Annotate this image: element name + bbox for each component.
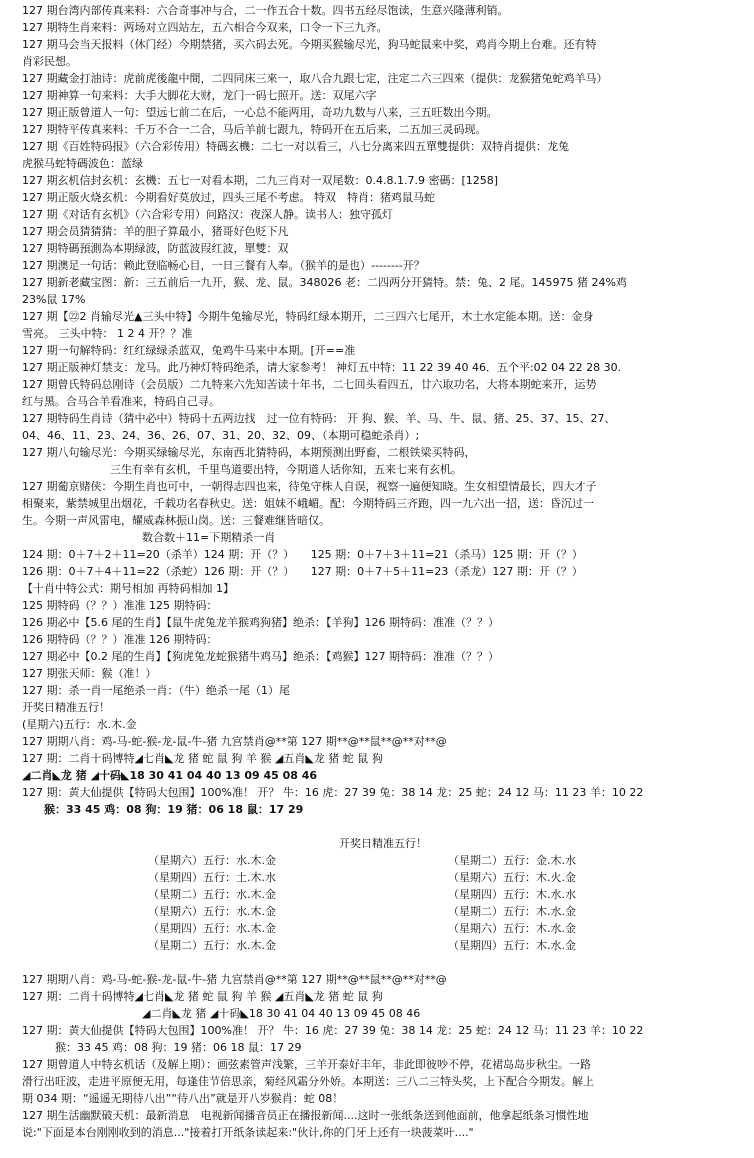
tip-line: 127 期澳足一句话：赖此登临畅心目，一日三餐有人奉。（猴羊的是也）--------开？ xyxy=(22,259,425,272)
tip-line: 雪亮。 三头中特： 1 2 4 开？？准 xyxy=(22,327,193,340)
tip-line: 127 期正版火烧玄机：今期看好莫放过，四头三尾不考虑。 特双 特肖：猪鸡鼠马蛇 xyxy=(22,191,435,204)
wuxing-right: （星期六）五行：木.火.金 xyxy=(448,871,576,884)
wuxing-left: （星期六）五行：水.木.金 xyxy=(148,905,276,918)
tip-line: 猴：33 45 鸡：08 狗：19 猪：06 18 鼠：17 29 xyxy=(22,1041,302,1054)
wuxing-right: （星期四）五行：木.水.金 xyxy=(448,939,576,952)
tip-line: 127 期特码生肖诗（猜中必中）特码十五两边找 过一位有特码： 开 狗、猴、羊、马、牛、鼠、猪、25、37、15、27、 xyxy=(22,412,616,425)
tip-line: 红与黑。合马合羊看准来，特码自己寻。 xyxy=(22,395,220,408)
tip-line: 127 期特平传真来料：千万不合一二合，马后羊前七跟九，特码开在五后来，二五加三灵码现。 xyxy=(22,123,487,136)
tip-line: 125 期特码（？？）准准 125 期特码： xyxy=(22,599,218,612)
wuxing-left: （星期二）五行：水.木.金 xyxy=(148,939,276,952)
tip-line: 127 期八句输尽光：今期买绿输尽光，东南西北猜特码，本期预测出野畜，二根铁梁买特码， xyxy=(22,446,476,459)
tip-line: 【十肖中特公式：期号相加 再特码相加 1】 xyxy=(22,582,234,595)
wuxing-row xyxy=(22,852,744,869)
tip-line: 127 期特生肖来料：两场对立四站左，五六相合今双来，口令一下三九齐。 xyxy=(22,21,388,34)
wuxing-row xyxy=(22,954,744,971)
tip-line: 127 期藏金打油诗：虎前虎後龍中間，二四同床三來一，取八合九跟七定，注定二六三四來（提供：龙猴猪兔蛇鸡羊马） xyxy=(22,72,608,85)
tip-line: 127 期曾氏特码总刚诗（会员版）二九特来六先知苦读十年书，二七回头看四五，廿六取功名，大将本期蛇来开，运势 xyxy=(22,378,597,391)
tip-line: 127 期期八肖：鸡-马-蛇-猴-龙-鼠-牛-猪 九宫禁肖@**第 127 期**@**鼠**@**对**@ xyxy=(22,735,447,748)
tip-line: 数合数＋11=下期精杀一肖 xyxy=(142,531,276,544)
tip-line: 127 期葡京赌侠：今期生肖也可中，一朝得志四也来，待兔守株人自误，视察一遍便知晓。生女相望情最长，四大才子 xyxy=(22,480,597,493)
tip-line: 127 期：二肖十码博特◢七肖◣龙 猪 蛇 鼠 狗 羊 猴 ◢五肖◣龙 猪 蛇 鼠 狗 xyxy=(22,990,383,1003)
wuxing-left: （星期四）五行：土.木.水 xyxy=(148,871,276,884)
wuxing-right: （星期六）五行：木.水.金 xyxy=(448,922,576,935)
tip-line: 127 期张天师：猴（准！） xyxy=(22,667,157,680)
tip-line: 127 期神算一句来料：大手大脚花大财，龙门一码七照开。送：双尾六字 xyxy=(22,89,377,102)
tip-line: 127 期台湾内部传真来料：六合奇事冲与合，二一作五合十数。四书五经尽饱读，生意兴隆薄利销。 xyxy=(22,4,509,17)
tip-line: 127 期必中【0.2 尾的生肖】【狗虎兔龙蛇猴猪牛鸡马】绝杀：【鸡猴】127 期特码：准准（？？） xyxy=(22,650,499,663)
tip-line: ◢二肖◣龙 猪 ◢十码◣18 30 41 04 40 13 09 45 08 46 xyxy=(22,769,318,782)
wuxing-right: （星期四）五行：木.水.水 xyxy=(448,888,576,901)
tip-line: 127 期：二肖十码博特◢七肖◣龙 猪 蛇 鼠 狗 羊 猴 ◢五肖◣龙 猪 蛇 鼠 狗 xyxy=(22,752,383,765)
tip-line: 127 期特碼預測為本期绿波，防蓝波叚红波，單雙：双 xyxy=(22,242,289,255)
tip-line: ◢二肖◣龙 猪 ◢十码◣18 30 41 04 40 13 09 45 08 46 xyxy=(142,1007,421,1020)
tip-line: 生。今期一声风雷电，耀威森林振山岗。送：三餐难继皆暗仅。 xyxy=(22,514,330,527)
tip-line: 126 期必中【5.6 尾的生肖】【鼠牛虎兔龙羊猴鸡狗猪】绝杀：【羊狗】126 期特码：准准（？？） xyxy=(22,616,499,629)
tip-line: (星期六)五行：水.木.金 xyxy=(22,718,137,731)
tip-line: 127 期曾道人中特玄机话（及解上期）：画弦素管声浅繁，三羊开泰好丰年，非此即彼吵不停，花裙岛岛步秋尘。一路 xyxy=(22,1058,591,1071)
tip-line: 127 期正版曾道人一句：望远七前二在后，一心总不能两用，奇功九数与八来，三五旺数出今期。 xyxy=(22,106,498,119)
wuxing-right: （星期二）五行：木.水.金 xyxy=(448,905,576,918)
tip-line: 虎猴马蛇特碼波色：蓝绿 xyxy=(22,157,143,170)
wuxing-row xyxy=(22,903,744,920)
wuxing-title: 开奖日精准五行！ xyxy=(339,837,427,850)
tip-line: 滑行出旺波，走进平原便无用，每逢佳节倍思亲，菊经风霜分外娇。本期送：三八二三特头奖，上下配合今期发。解上 xyxy=(22,1075,594,1088)
tip-line: 127 期一句解特码：红红绿绿杀蓝双，兔鸡牛马来中本期。[开==准 xyxy=(22,344,356,357)
tip-line: 127 期《百姓特码报》（六合彩传用）特碼玄機：二七一对以看三，八七分离来四五單雙提供：双特肖提供：龙兔 xyxy=(22,140,569,153)
tip-line: 相聚来，紫禁城里出烟花，千载功名春秋史。送：姐妹不峨嵋。配：今期特码三齐跑，四一九六出一招，送：昏沉过一 xyxy=(22,497,594,510)
wuxing-left: （星期六）五行：水.木.金 xyxy=(148,854,276,867)
tip-line: 127 期新老藏宝图：新：三五前后一九开，猴、龙、鼠。348026 老：二四两分开猜特。禁：兔、2 尾。145975 猪 24%鸡 xyxy=(22,276,627,289)
wuxing-row xyxy=(22,937,744,954)
tip-line: 127 期：黄大仙提供【特码大包围】100%准！ 开？ 牛：16 虎：27 39 兔：38 14 龙：25 蛇：24 12 马：11 23 羊：10 22 xyxy=(22,1024,644,1037)
wuxing-right: （星期二）五行：金.木.水 xyxy=(448,854,576,867)
tip-line: 127 期会员猜猜猜：羊的胆子算最小，猪哥好色贬下凡 xyxy=(22,225,289,238)
tip-line: 127 期【㉒2 肖输尽光▲三头中特】今期牛兔输尽光，特码红绿本期开，二三四六七尾开，木土水定能本期。送：金身 xyxy=(22,310,594,323)
tip-line: 127 期：杀一肖一尾绝杀一肖：（牛）绝杀一尾（1）尾 xyxy=(22,684,290,697)
tip-line: 期 034 期：“遥遥无期待八出”“待八出”就是开八岁猴肖：蛇 08！ xyxy=(22,1092,344,1105)
tip-line: 04、46、11、23、24、36、26、07、31、20、32、09、（本期可稳蛇杀肖）; xyxy=(22,429,420,442)
tip-line xyxy=(22,1141,744,1158)
tip-line: 126 期：0＋7＋4＋11=22（杀蛇）126 期：开（？） 127 期：0＋7＋5＋11=23（杀龙）127 期：开（？） xyxy=(22,565,583,578)
tip-line: 三生有幸有玄机，千里鸟道要出特，今期道人话你知，五来七来有玄机。 xyxy=(22,463,462,476)
tip-line: 127 期：黄大仙提供【特码大包围】100%准！ 开？ 牛：16 虎：27 39 兔：38 14 龙：25 蛇：24 12 马：11 23 羊：10 22 xyxy=(22,786,644,799)
tip-line: 猴：33 45 鸡：08 狗：19 猪：06 18 鼠：17 29 xyxy=(22,803,304,816)
wuxing-row xyxy=(22,886,744,903)
tip-line: 127 期生活幽默破天机：最新消息 电视新闻播音员正在播报新闻....这时一张纸条送到他面前，他拿起纸条习惯性地 xyxy=(22,1109,589,1122)
tip-line: 说:"下面是本台刚刚收到的消息..."接着打开纸条读起来:"伙计,你的门牙上还有一块菠菜叶...." xyxy=(22,1126,474,1139)
tip-line: 肖彩民想。 xyxy=(22,55,77,68)
wuxing-row xyxy=(22,920,744,937)
tip-line: 124 期：0＋7＋2＋11=20（杀羊）124 期：开（？） 125 期：0＋7＋3＋11=21（杀马）125 期：开（？） xyxy=(22,548,583,561)
wuxing-left: （星期四）五行：水.木.金 xyxy=(148,922,276,935)
tip-line: 开奖日精准五行！ xyxy=(22,701,110,714)
tip-line: 127 期《对话有玄机》（六合彩专用）问路汉：夜深人静。读书人：独守孤灯 xyxy=(22,208,393,221)
tip-line: 126 期特码（？？）准准 126 期特码： xyxy=(22,633,218,646)
tip-line: 127 期玄机信封玄机：玄機：五七一对看本期，二九三肖对一双尾数：0.4.8.1.7.9 密碼：[1258] xyxy=(22,174,499,187)
wuxing-left: （星期二）五行：水.木.金 xyxy=(148,888,276,901)
tip-line: 23%鼠 17% xyxy=(22,293,86,306)
tip-line: 127 期期八肖：鸡-马-蛇-猴-龙-鼠-牛-猪 九宫禁肖@**第 127 期**@**鼠**@**对**@ xyxy=(22,973,447,986)
tip-line xyxy=(22,818,744,835)
tip-line: 127 期正版神灯禁支：龙马。此乃神灯特码绝杀，请大家参考！ 神灯五中特：11 22 39 40 46．五个平:02 04 22 28 30. xyxy=(22,361,622,374)
tip-line: 127 期马会当天报料（休门经）今期禁猪，买六码去死。今期买猴输尽光，狗马蛇鼠来中奖，鸡肖今期上台难。还有特 xyxy=(22,38,597,51)
wuxing-row xyxy=(22,869,744,886)
